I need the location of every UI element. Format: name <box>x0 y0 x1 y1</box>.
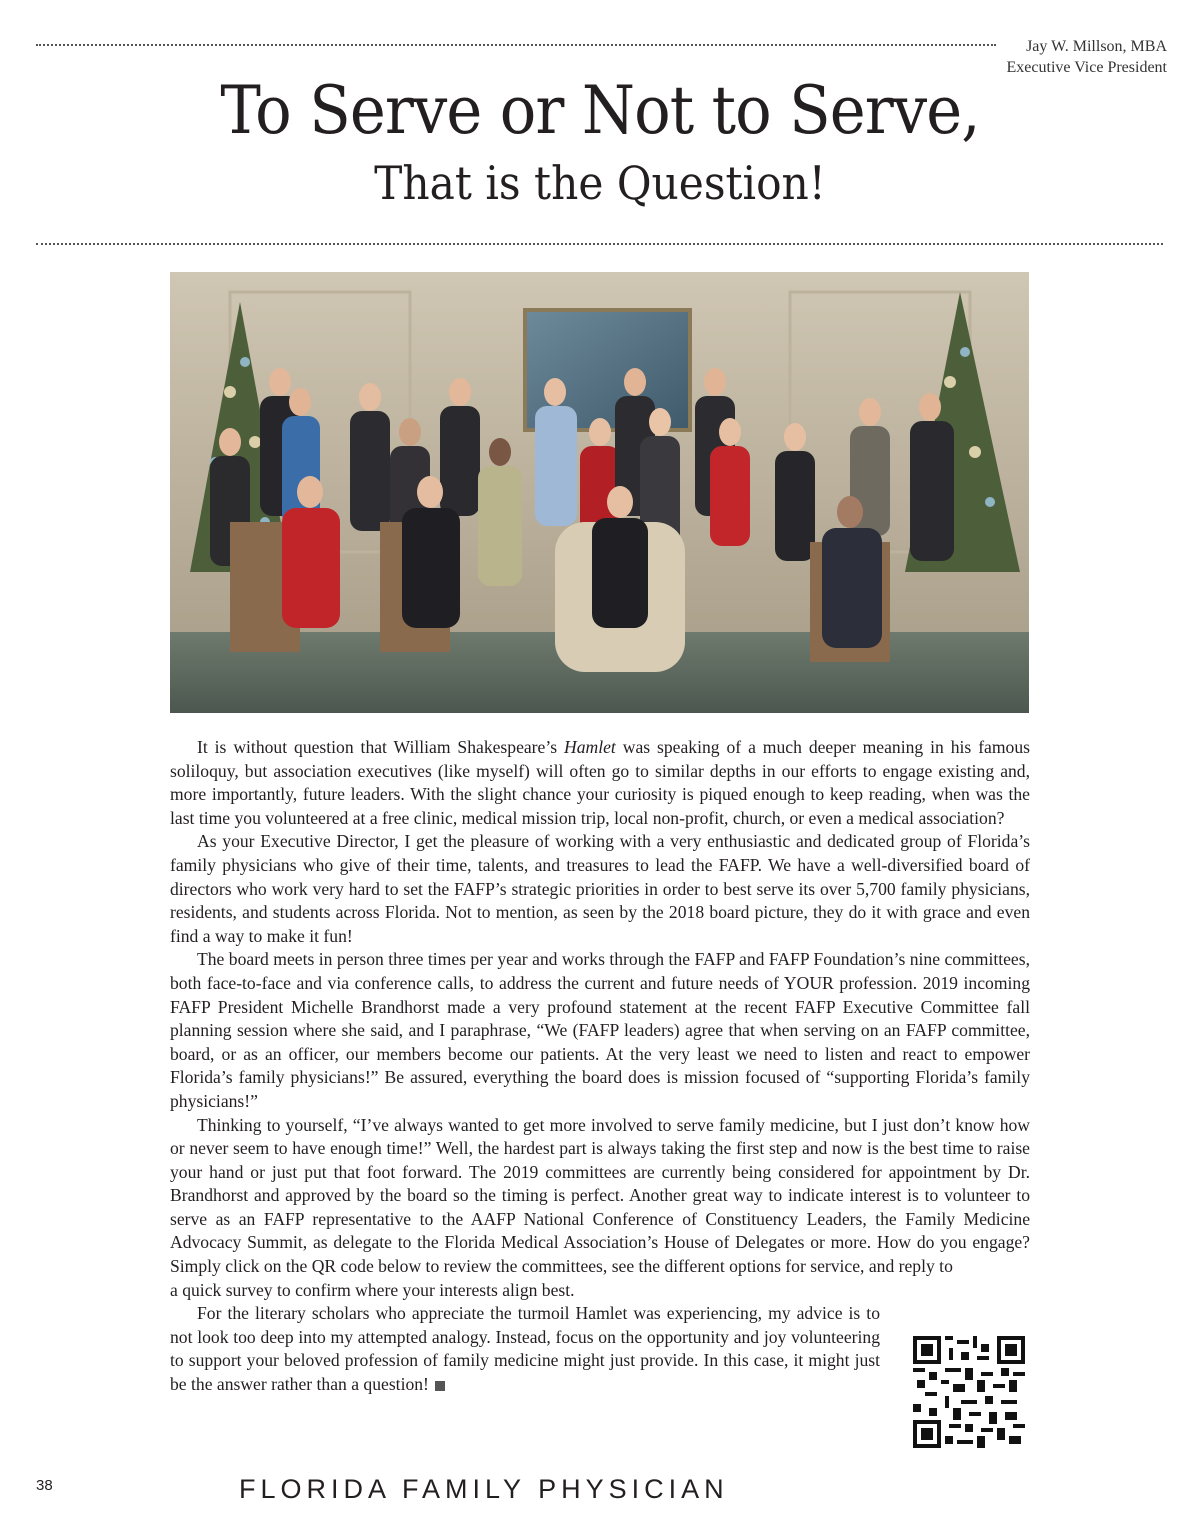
paragraph-3: The board meets in person three times per year and works through the FAFP and FAFP Foundation’s nine committees, both face-to-face and via conference calls, to address the current and future needs of YOUR profession. 2019 incoming FAFP President Michelle Brandhorst made a very profound statement at the recent FAFP Executive Committee fall planning session where she said, and I paraphrase, “We (FAFP leaders) agree that when serving on an FAFP committee, board, or as an officer, our members become our patients. At the very least we need to listen and react to empower Florida’s family physicians!” Be assured, everything the board does is mission focused of “supporting Florida’s family physicians!” <box>170 949 1030 1111</box>
paragraph-1-text-a: It is without question that William Shakespeare’s <box>197 737 565 757</box>
paragraph-6-text: For the literary scholars who appreciate the turmoil Hamlet was experiencing, my advice is to not look too deep into my attempted analogy. Instead, focus on the opportunity and joy volunteering to support your beloved profession of family medicine might just provide. In this case, it might just be the answer rather than a question! <box>170 1303 880 1395</box>
hamlet-italic: Hamlet <box>564 737 616 757</box>
top-dotted-rule <box>36 44 996 46</box>
article-subtitle: That is the Question! <box>374 156 826 210</box>
paragraph-5: a quick survey to confirm where your interests align best. <box>170 1279 575 1300</box>
publication-name: FLORIDA FAMILY PHYSICIAN <box>239 1474 729 1504</box>
paragraph-2: As your Executive Director, I get the pleasure of working with a very enthusiastic and dedicated group of Florida’s family physicians who give of their time, talents, and treasures to lead the FAFP. We have a well-diversified board of directors who work very hard to set the FAFP’s strategic priorities in order to best serve its over 5,700 family physicians, residents, and students across Florida. Not to mention, as seen by the 2018 board picture, they do it with grace and even find a way to make it fun! <box>170 831 1030 946</box>
paragraph-6 <box>170 1302 880 1396</box>
author-name: Jay W. Millson, MBA <box>1026 38 1167 55</box>
qr-code-icon[interactable] <box>913 1336 1025 1448</box>
paragraph-1-text-b: was speaking of a much deeper meaning in his famous soliloquy, but association executives (like myself) will often go to similar depths in our efforts to engage existing and, more importantly, future leaders. With the slight chance your curiosity is piqued enough to keep reading, when was the last time you volunteered at a free clinic, medical mission trip, local non-profit, church, or even a medical association? <box>170 737 1030 828</box>
author-title: Executive Vice President <box>1006 59 1167 76</box>
article-title: To Serve or Not to Serve, <box>220 72 980 149</box>
title-dotted-rule <box>36 243 1163 245</box>
page-number: 38 <box>36 1477 53 1494</box>
article-body <box>170 736 1030 1397</box>
group-photo-image <box>170 272 1029 713</box>
paragraph-1 <box>170 736 1030 830</box>
paragraph-4: Thinking to yourself, “I’ve always wanted to get more involved to serve family medicine, but I just don’t know how or never seem to have enough time!” Well, the hardest part is always taking the first step and now is the best time to raise your hand or just put that foot forward. The 2019 committees are currently being considered for appointment by Dr. Brandhorst and approved by the board so the timing is perfect. Another great way to indicate interest is to volunteer to serve as an FAFP representative to the AAFP National Conference of Constituency Leaders, the Family Medicine Advocacy Summit, as delegate to the Florida Medical Association’s House of Delegates or more. How do you engage? Simply click on the QR code below to review the committees, see the different options for service, and reply to <box>170 1114 1030 1277</box>
end-of-article-mark <box>435 1381 445 1391</box>
